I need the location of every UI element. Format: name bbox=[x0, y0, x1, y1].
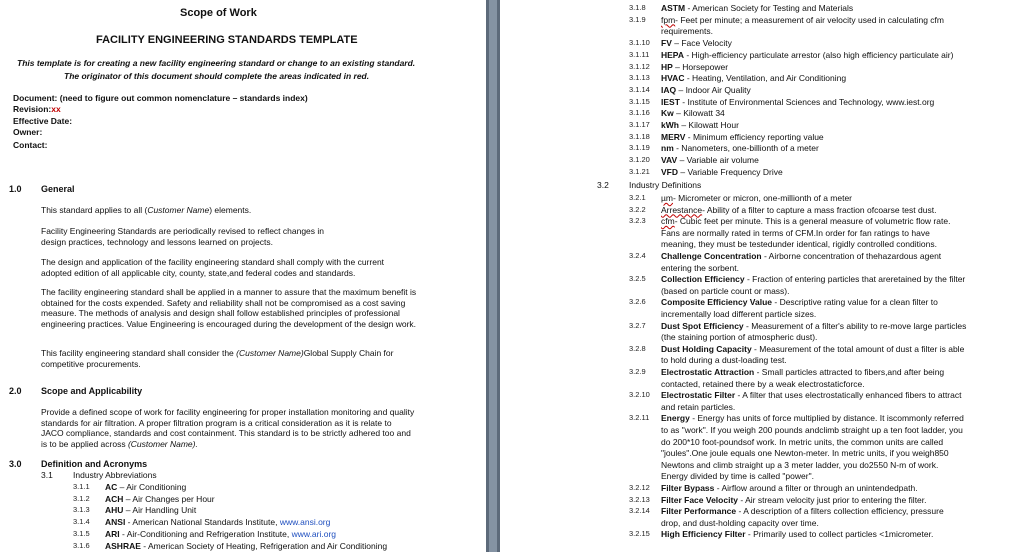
abbr-desc: – Air Handling Unit bbox=[123, 505, 197, 516]
abbr-term: IEST bbox=[661, 96, 680, 107]
template-title: FACILITY ENGINEERING STANDARDS TEMPLATE bbox=[96, 34, 358, 46]
section-1-paragraph-2: Facility Engineering Standards are periodically revised to reflect changes in design practices, technology and lessons learned on projects. bbox=[41, 226, 325, 247]
definition-term: Energy bbox=[661, 413, 690, 424]
abbr-entry bbox=[105, 493, 215, 505]
definition-number: 3.2.1 bbox=[629, 193, 646, 202]
abbr-entry bbox=[661, 61, 728, 73]
abbr-number: 3.1.16 bbox=[629, 108, 650, 118]
definition-term: High Efficiency Filter bbox=[661, 529, 746, 540]
definition-entry bbox=[661, 494, 927, 506]
abbr-number: 3.1.20 bbox=[629, 155, 650, 165]
abbr-number: 3.1.8 bbox=[629, 3, 646, 12]
definition-desc: - Air stream velocity just prior to entering the filter. bbox=[738, 494, 927, 505]
abbr-entry bbox=[661, 119, 739, 131]
abbr-term: IAQ bbox=[661, 84, 677, 95]
document-page-left bbox=[0, 0, 486, 552]
abbr-link[interactable]: www.ari.org bbox=[291, 528, 337, 539]
abbr-desc: – Kilowatt 34 bbox=[673, 108, 725, 119]
abbr-desc: – Horsepower bbox=[672, 61, 729, 72]
definition-term: Filter Bypass bbox=[661, 483, 715, 493]
definition-number: 3.2.6 bbox=[629, 297, 646, 307]
abbr-number: 3.1.19 bbox=[629, 143, 650, 153]
definition-number: 3.2.12 bbox=[629, 483, 650, 492]
definition-desc: - Small particles attracted to fibers,and after being bbox=[754, 367, 945, 377]
abbr-term: AHU bbox=[105, 505, 124, 516]
abbr-number: 3.1.14 bbox=[629, 84, 650, 94]
definition-term: Dust Spot Efficiency bbox=[661, 320, 744, 331]
abbr-term: MERV bbox=[661, 131, 686, 142]
definition-number: 3.2.7 bbox=[629, 320, 646, 330]
definition-term: cfm bbox=[661, 216, 675, 227]
abbr-desc-continued: requirements. bbox=[661, 26, 713, 37]
section-3-1-number: 3.1 bbox=[41, 470, 53, 480]
contact-field: Contact: bbox=[13, 140, 48, 150]
abbr-desc: – Kilowatt Hour bbox=[678, 120, 739, 130]
abbr-entry bbox=[661, 166, 783, 178]
definition-desc-continued: Newtons and climb straight up a 3 meter ladder, you do2550 N-m of work. bbox=[661, 459, 939, 470]
definition-entry bbox=[661, 366, 944, 378]
section-3-2-title: Industry Definitions bbox=[629, 180, 702, 190]
abbr-entry bbox=[661, 72, 846, 84]
abbr-desc: – Air Conditioning bbox=[117, 482, 187, 492]
section-3-number: 3.0 bbox=[9, 459, 22, 469]
abbr-number: 3.1.3 bbox=[73, 505, 90, 515]
abbr-desc: – Air Changes per Hour bbox=[123, 493, 215, 504]
abbr-term: Kw bbox=[661, 108, 674, 119]
definition-desc-continued: incrementally load different particle sizes. bbox=[661, 309, 817, 319]
abbr-entry bbox=[661, 14, 944, 26]
definition-desc-continued: to as "work". If you weigh 200 pounds andclimb straight up a ten foot ladder, you bbox=[661, 425, 963, 435]
definition-desc-continued: (the staining portion of atmospheric dust). bbox=[661, 332, 818, 343]
abbr-number: 3.1.13 bbox=[629, 73, 650, 83]
abbr-term: HP bbox=[661, 61, 673, 72]
definition-entry bbox=[661, 215, 950, 227]
definition-term: Challenge Concentration bbox=[661, 251, 762, 261]
definition-entry bbox=[661, 482, 918, 494]
abbr-entry bbox=[661, 131, 824, 143]
abbr-entry bbox=[105, 504, 196, 516]
definition-desc: - Primarily used to collect particles <1micrometer. bbox=[745, 529, 934, 540]
abbr-number: 3.1.18 bbox=[629, 131, 650, 141]
definition-entry bbox=[661, 192, 852, 204]
abbr-term: VAV bbox=[661, 155, 678, 166]
abbr-term: ACH bbox=[105, 493, 124, 504]
abbr-entry bbox=[105, 540, 387, 552]
abbr-desc: – Face Velocity bbox=[671, 38, 732, 49]
definition-term: Filter Performance bbox=[661, 506, 737, 517]
abbr-number: 3.1.12 bbox=[629, 61, 650, 71]
abbr-desc: - American Society of Heating, Refrigeration and Air Conditioning bbox=[140, 540, 388, 551]
definition-entry bbox=[661, 320, 966, 332]
definition-desc-continued: Fans are normally rated in terms of CFM.In order for fan ratings to have bbox=[661, 227, 930, 238]
definition-number: 3.2.3 bbox=[629, 216, 646, 226]
definition-number: 3.2.13 bbox=[629, 494, 650, 504]
definition-desc: - A filter that uses electrostatically enhanced fibers to attract bbox=[735, 390, 962, 401]
abbr-desc: - American Society for Testing and Materials bbox=[685, 3, 854, 13]
abbr-desc: - Feet per minute; a measurement of air velocity used in calculating cfm bbox=[675, 14, 944, 25]
abbr-term: kWh bbox=[661, 120, 679, 130]
abbr-term: ASHRAE bbox=[105, 540, 141, 551]
document-page-right bbox=[500, 0, 1024, 552]
abbr-desc: - Minimum efficiency reporting value bbox=[685, 131, 824, 142]
definition-term: Electrostatic Attraction bbox=[661, 367, 755, 377]
abbr-entry bbox=[105, 481, 186, 493]
section-3-2-number: 3.2 bbox=[597, 180, 609, 190]
abbr-number: 3.1.5 bbox=[73, 528, 90, 538]
section-3-title: Definition and Acronyms bbox=[41, 459, 148, 469]
definition-desc-continued: "joules".One joule equals one Newton-meter. In metric units, if you weigh850 bbox=[661, 448, 949, 459]
section-1-paragraph-1: This standard applies to all (Customer Name) elements. bbox=[41, 205, 252, 215]
page-divider bbox=[489, 0, 497, 552]
definition-desc: - A description of a filters collection efficiency, pressure bbox=[736, 506, 944, 517]
abbr-desc: - Nanometers, one-billionth of a meter bbox=[673, 143, 819, 154]
definition-desc: - Measurement of the total amount of dust a filter is able bbox=[751, 343, 965, 354]
definition-desc: - Fraction of entering particles that areretained by the filter bbox=[744, 274, 966, 285]
definition-entry bbox=[661, 412, 964, 424]
definition-number: 3.2.5 bbox=[629, 274, 646, 284]
intro-line-2: The originator of this document should complete the areas indicated in red. bbox=[64, 71, 370, 81]
abbr-entry bbox=[661, 49, 953, 61]
abbr-term: AC bbox=[105, 482, 118, 492]
abbr-term: FV bbox=[661, 38, 672, 49]
definition-entry bbox=[661, 528, 933, 540]
section-2-title: Scope and Applicability bbox=[41, 386, 143, 396]
abbr-entry bbox=[661, 154, 759, 166]
abbr-entry bbox=[661, 84, 751, 96]
abbr-number: 3.1.10 bbox=[629, 38, 650, 48]
abbr-number: 3.1.6 bbox=[73, 540, 90, 550]
definition-desc: - Descriptive rating value for a clean filter to bbox=[772, 297, 938, 308]
definition-number: 3.2.15 bbox=[629, 529, 650, 539]
abbr-term: ASTM bbox=[661, 3, 686, 13]
abbr-desc: – Indoor Air Quality bbox=[676, 84, 751, 95]
abbr-term: fpm bbox=[661, 14, 676, 25]
section-2-paragraph-1: Provide a defined scope of work for facility engineering for proper installation monitoring and quality standards for air filtration. A proper filtration program is a critical consideration as it is relate to JACO compliance, standards and cost containment. This standard is to be strictly adhered too and is to be applied across (Customer Name). bbox=[41, 407, 415, 449]
abbr-number: 3.1.4 bbox=[73, 517, 90, 527]
definition-desc: - Airflow around a filter or through an unintendedpath. bbox=[714, 483, 918, 493]
abbr-number: 3.1.1 bbox=[73, 482, 90, 491]
definition-term: µm bbox=[661, 193, 673, 203]
revision-field bbox=[13, 104, 61, 114]
definition-desc: - Micrometer or micron, one-millionth of a meter bbox=[672, 193, 853, 203]
revision-value: xx bbox=[51, 104, 61, 114]
abbr-desc: - American National Standards Institute, bbox=[125, 517, 280, 528]
definition-term: Electrostatic Filter bbox=[661, 390, 736, 401]
abbr-term: HVAC bbox=[661, 73, 685, 84]
definition-desc-continued: and retain particles. bbox=[661, 401, 736, 412]
section-1-title: General bbox=[41, 184, 75, 194]
definition-desc: - Energy has units of force multiplied by distance. It iscommonly referred bbox=[689, 413, 964, 424]
abbr-entry bbox=[661, 96, 934, 108]
abbr-term: HEPA bbox=[661, 49, 684, 60]
definition-desc-continued: (based on particle count or mass). bbox=[661, 285, 790, 296]
definition-desc-continued: Energy divided by time is called "power". bbox=[661, 471, 814, 482]
section-1-paragraph-3: The design and application of the facility engineering standard shall comply with the current adopted edition of all applicable city, county, state,and federal codes and standards. bbox=[41, 257, 385, 278]
revision-label: Revision: bbox=[13, 104, 52, 114]
definition-number: 3.2.11 bbox=[629, 413, 650, 423]
definition-entry bbox=[661, 343, 964, 355]
abbr-entry bbox=[661, 142, 819, 154]
definition-number: 3.2.9 bbox=[629, 367, 646, 376]
abbr-desc: - Air-Conditioning and Refrigeration Institute, bbox=[119, 528, 292, 539]
definition-entry bbox=[661, 250, 941, 262]
abbr-term: VFD bbox=[661, 166, 678, 177]
abbr-desc: - Heating, Ventilation, and Air Conditioning bbox=[684, 73, 847, 84]
scope-title: Scope of Work bbox=[180, 7, 257, 19]
abbr-desc: - Institute of Environmental Sciences and Technology, www.iest.org bbox=[679, 96, 935, 107]
abbr-term: ARI bbox=[105, 528, 120, 539]
definition-desc-continued: do 200*10 foot-poundsof work. In metric units, the common units are called bbox=[661, 436, 944, 447]
section-1-paragraph-5: This facility engineering standard shall consider the (Customer Name)Global Supply Chain for competitive procurements. bbox=[41, 348, 394, 369]
document-field: Document: (need to figure out common nomenclature – standards index) bbox=[13, 93, 308, 103]
definition-entry bbox=[661, 204, 936, 216]
definition-number: 3.2.8 bbox=[629, 343, 646, 353]
definition-term: Dust Holding Capacity bbox=[661, 343, 752, 354]
effective-date-field: Effective Date: bbox=[13, 116, 73, 126]
definition-desc-continued: contacted, retained there by a weak electrostaticforce. bbox=[661, 378, 865, 389]
abbr-number: 3.1.9 bbox=[629, 14, 646, 24]
definition-desc: - Ability of a filter to capture a mass fraction ofcoarse test dust. bbox=[702, 204, 937, 215]
abbr-term: nm bbox=[661, 143, 674, 154]
definition-number: 3.2.2 bbox=[629, 204, 646, 214]
definition-entry bbox=[661, 296, 938, 308]
owner-field: Owner: bbox=[13, 127, 43, 137]
definition-number: 3.2.14 bbox=[629, 506, 650, 516]
section-1-paragraph-4: The facility engineering standard shall be applied in a manner to assure that the maximum benefit is obtained for the costs expended. Safety and reliability shall not be compromised as a cost saving measure. The methods of analysis and design shall follow established principles of professional engineering practices. Value Engineering is encouraged during the development of the design work. bbox=[41, 287, 417, 329]
abbr-number: 3.1.21 bbox=[629, 166, 650, 176]
definition-desc-continued: to hold during a dust-loading test. bbox=[661, 355, 787, 366]
abbr-entry bbox=[661, 2, 853, 14]
intro-line-1: This template is for creating a new facility engineering standard or change to an existing standard. bbox=[17, 58, 416, 68]
abbr-entry bbox=[105, 528, 336, 540]
abbr-link[interactable]: www.ansi.org bbox=[279, 517, 331, 528]
definition-desc: - Cubic feet per minute. This is a general measure of volumetric flow rate. bbox=[674, 216, 951, 227]
abbr-desc: – Variable air volume bbox=[677, 155, 759, 166]
abbr-number: 3.1.17 bbox=[629, 120, 650, 129]
section-2-number: 2.0 bbox=[9, 386, 22, 396]
section-3-1-title: Industry Abbreviations bbox=[73, 470, 157, 480]
abbr-number: 3.1.15 bbox=[629, 96, 650, 106]
definition-entry bbox=[661, 505, 944, 517]
abbr-entry bbox=[661, 37, 732, 49]
definition-number: 3.2.4 bbox=[629, 251, 646, 260]
definition-term: Arrestance bbox=[661, 204, 703, 215]
abbr-entry bbox=[661, 107, 725, 119]
definition-desc-continued: entering the sorbent. bbox=[661, 262, 739, 273]
abbr-desc: - High-efficiency particulate arrestor (also high efficiency particulate air) bbox=[684, 49, 954, 60]
abbr-entry bbox=[105, 516, 330, 528]
definition-desc: - Airborne concentration of thehazardous agent bbox=[761, 251, 942, 261]
definition-term: Composite Efficiency Value bbox=[661, 297, 773, 308]
definition-entry bbox=[661, 273, 965, 285]
definition-desc-continued: drop, and dust-holding capacity over time. bbox=[661, 517, 819, 528]
definition-desc: - Measurement of a filter's ability to re-move large particles bbox=[743, 320, 967, 331]
abbr-term: ANSI bbox=[105, 517, 126, 528]
definition-entry bbox=[661, 389, 961, 401]
abbr-number: 3.1.11 bbox=[629, 49, 650, 59]
abbr-desc: – Variable Frequency Drive bbox=[678, 166, 783, 177]
definition-term: Filter Face Velocity bbox=[661, 494, 739, 505]
definition-number: 3.2.10 bbox=[629, 390, 650, 400]
definition-desc-continued: meaning, they must be testedunder identical, rigidly controlled conditions. bbox=[661, 239, 937, 250]
abbr-number: 3.1.2 bbox=[73, 493, 90, 503]
definition-term: Collection Efficiency bbox=[661, 274, 745, 285]
section-1-number: 1.0 bbox=[9, 184, 22, 194]
